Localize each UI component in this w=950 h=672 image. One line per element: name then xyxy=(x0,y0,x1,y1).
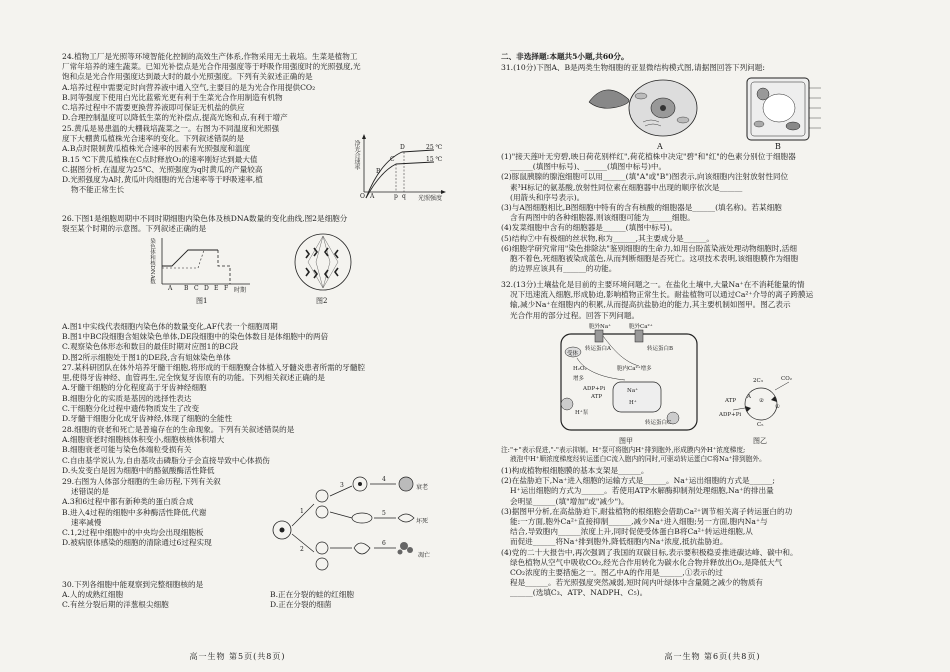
q30-option-a: A.人的成熟红细胞 xyxy=(62,590,124,600)
q29-label-2: 2 xyxy=(300,546,304,553)
q32a-label-increase: 增多 xyxy=(573,376,585,382)
q32a-label-receptor: 受体 xyxy=(567,351,579,357)
q29-option-d: D.被病原体感染的细胞的清除通过6过程实现 xyxy=(62,538,212,548)
q25-point-c: C xyxy=(390,156,395,163)
section-title: 二、非选择题:本题共5小题,共60分。 xyxy=(501,52,629,61)
q31-line-3: (2)豚鼠胰腺的腺泡细胞可以用______(填"A"或"B")图表示,向该细胞内注射放射性同位 xyxy=(501,172,789,182)
q32-line-10: 绿色植物从空气中吸收CO₂,经光合作用转化为碳水化合物并释放出O₂,是降低大气 xyxy=(510,557,783,567)
q29-option-b-cont: 速率减慢 xyxy=(71,517,102,527)
q26-fig1-caption: 图1 xyxy=(196,297,208,305)
q32b-label-c5: C₅ xyxy=(757,422,764,428)
q31-stem: 31.(10分)下图A、B是两类生物细胞的亚显微结构模式图,请据图回答下列问题: xyxy=(501,63,765,72)
q32a-label-transporter-b: 转运蛋白B xyxy=(647,346,674,352)
q29-label-5: 5 xyxy=(382,510,386,517)
q32-stem-2: 况下迅速流入细胞,形成胁迫,影响植物正常生长。耐盐植物可以通过Ca²⁺介导的离子跨膜运 xyxy=(510,290,814,300)
left-footer: 高一生物 第5页(共8页) xyxy=(189,652,286,661)
q25-xlabel: 光照强度 xyxy=(418,195,443,202)
q26-option-d: D.图2所示细胞处于图1的DE段,含有姐妹染色单体 xyxy=(62,352,231,362)
q31-line-12: 的边界应该具有______的功能。 xyxy=(510,264,617,274)
q32a-label-na-out: 胞外Na⁺ xyxy=(589,324,611,330)
q31-line-8: (4)发菜细胞中含有的细胞器是______(填图中标号)。 xyxy=(501,223,678,233)
q29-label-3: 3 xyxy=(340,482,344,489)
q27-option-d: D.牙髓干细胞分化成牙齿神经,体现了细胞的全能性 xyxy=(62,414,233,424)
q26-fig2-caption: 图2 xyxy=(316,297,328,305)
question-25 xyxy=(62,124,279,195)
q32a-label-transporter-c: 转运蛋白C xyxy=(645,420,672,426)
q32-line-13: ______(选填C₃、ATP、NADPH、C₅)。 xyxy=(510,588,648,598)
q31-figure-b xyxy=(733,74,833,151)
q26-fig1-tick-b: B xyxy=(184,285,189,292)
q29-option-a: A.3和6过程中都有新种类的蛋白质合成 xyxy=(62,497,194,507)
q29-label-6: 6 xyxy=(382,540,386,547)
q29-tag-necrosis: 坏死 xyxy=(416,518,429,525)
question-32-body xyxy=(501,466,798,599)
q31-line-7: 含有两图中的各种细胞器,则该细胞可能为______细胞。 xyxy=(510,213,695,223)
q32-line-12: 程是______。若光照强度突然减弱,短时间内叶绿体中含量随之减少的物质有 xyxy=(510,578,764,588)
q25-tick-o: O xyxy=(360,193,365,200)
q24-option-a: A.培养过程中需要定时向营养液中通入空气,主要目的是为光合作用提供CO₂ xyxy=(62,82,316,92)
q32b-label-adp: ADP+Pi xyxy=(719,412,742,418)
q24-option-b: B.同等强度下使用白光比蓝紫光更有利于生菜光合作用制造有机物 xyxy=(62,92,283,102)
q32a-label-h-pump: H⁺泵 xyxy=(575,410,589,416)
q25-ylabel: 净光合速率 xyxy=(353,140,360,170)
q27-option-c: C.干细胞分化过程中遗传物质发生了改变 xyxy=(62,403,200,413)
q24-option-c: C.培养过程中不需要更换营养液即可保证无机盐的供应 xyxy=(62,103,245,113)
q32b-label-co2: CO₂ xyxy=(781,376,792,382)
q32a-label-h2o2: H₂O₂ xyxy=(573,366,587,372)
q26-fig1-ylabel: 染色体和核DNA数 xyxy=(149,238,155,285)
q30-option-d: D.正在分裂的细菌 xyxy=(270,600,332,610)
right-footer: 高一生物 第6页(共8页) xyxy=(664,652,761,661)
q26-fig1-tick-e: E xyxy=(214,285,219,292)
q31-line-10: (6)细胞学研究常用"染色排除法"鉴别细胞的生命力,如用台盼蓝染液处理动物细胞时,活细 xyxy=(501,243,797,253)
q28-option-d: D.头发变白是因为细胞中的酪氨酸酶活性降低 xyxy=(62,465,215,475)
q25-series-15: 15 ℃ xyxy=(426,156,443,163)
q32-line-1: (1)构成植物根细胞膜的基本支架是______。 xyxy=(501,466,649,475)
question-28 xyxy=(62,425,294,476)
q32b-label-atp: ATP xyxy=(725,398,737,404)
q24-option-d: D.合理控制温度可以降低生菜的光补偿点,提高光饱和点,有利于增产 xyxy=(62,113,288,123)
q26-stem-1: 26.下图1是细胞周期中不同时期细胞内染色体及核DNA数量的变化曲线,图2是细胞分 xyxy=(62,214,348,223)
q31-line-11: 胞不着色,死细胞被染成蓝色,从而判断细胞是否死亡。这项技术表明,该细胞膜作为细胞 xyxy=(510,254,799,264)
q25-stem-1: 25.黄瓜是易患温的大棚栽培蔬菜之一。右图为不同温度和光照强 xyxy=(62,124,280,133)
q32a-label-ca-in: 胞内Ca²⁺增多 xyxy=(617,366,652,372)
q31-line-6: (3)与A图细胞相比,B图细胞中特有的含有核酸的细胞器是______(填名称)。若某细胞 xyxy=(501,203,782,213)
q26-fig1-tick-c: C xyxy=(194,285,199,292)
q25-point-b: B xyxy=(376,168,381,175)
q25-tick-q: q xyxy=(402,193,406,200)
q24-stem-2: 厂常年培养的速生蔬菜。已知光补偿点是光合作用强度等于呼吸作用强度时的光照强度,光 xyxy=(62,62,361,72)
q27-option-a: A.牙髓干细胞的分化程度高于牙齿神经细胞 xyxy=(62,383,207,393)
q32-line-7: 结合,导致胞内______浓度上升,同时促使受体蛋白B将Ca²⁺转运进细胞,从 xyxy=(510,527,753,537)
q32-line-9: (4)党的二十大报告中,再次强调了我国的双碳目标,表示要积极稳妥推进碳达峰、碳中和。 xyxy=(501,547,798,557)
q32b-label-2c3: 2C₃ xyxy=(753,378,763,384)
q32-note-2: 液泡中H⁺顺浓度梯度经转运蛋白C流入胞内的同时,可驱动转运蛋白C将Na⁺排到胞外。 xyxy=(510,455,766,463)
q32a-label-h: H⁺ xyxy=(629,400,637,406)
q30-option-c: C.有丝分裂后期的洋葱根尖细胞 xyxy=(62,600,169,610)
q32b-label-2: ② xyxy=(759,398,764,404)
q32-fig-b-caption: 图乙 xyxy=(753,437,767,445)
q31-cap-b: B xyxy=(775,142,781,151)
q29-label-4: 4 xyxy=(382,476,386,483)
right-page xyxy=(475,0,950,672)
q32-stem-1: 32.(13分)土壤盐化是目前的主要环境问题之一。在盐化土壤中,大量Na⁺在不消耗能量的情 xyxy=(501,280,805,289)
q31-cap-a: A xyxy=(657,142,663,151)
q28-option-a: A.细胞衰老时细胞核体积变小,细胞核核体积增大 xyxy=(62,435,225,445)
q25-option-a: A.B点时限制黄瓜植株光合速率的因素有光照强度和温度 xyxy=(62,144,251,154)
q26-fig1-xlabel: 时期 xyxy=(234,287,247,294)
q29-stem-1: 29.右图为人体部分细胞的生命历程,下列有关叙 xyxy=(62,477,221,486)
q25-option-c: C.据图分析,在温度为25℃、光照强度为q时黄瓜的产量较高 xyxy=(62,164,263,174)
q27-stem-2: 里,使得牙齿神经、血管再生,完全恢复牙齿原有的功能。下列相关叙述正确的是 xyxy=(62,373,326,383)
q32-figure-b xyxy=(719,374,799,445)
q25-option-d-cont: 物不能正常生长 xyxy=(71,185,125,195)
q26-fig1-tick-d: D xyxy=(204,285,209,292)
q32a-label-ca-out: 胞外Ca²⁺ xyxy=(629,324,653,330)
q26-fig1-tick-a: A xyxy=(168,285,173,292)
q32-stem-3: 输,减少Na⁺在细胞内的积累,从而提高抗盐胁迫的能力,其主要机制如图甲。图乙表示 xyxy=(510,300,791,310)
q32-line-8: 而促进______将Na⁺排到胞外,降低细胞内Na⁺浓度,抵抗盐胁迫。 xyxy=(510,537,728,547)
q25-stem-2: 度下大棚黄瓜植株光合速率的变化。下列叙述错误的是 xyxy=(62,134,245,144)
q25-chart xyxy=(352,132,447,202)
q31-figure-a xyxy=(583,76,701,151)
q26-option-b: B.图1中BC段细胞含姐妹染色单体,DE段细胞中的染色体数目是体细胞中的两倍 xyxy=(62,332,329,342)
q24-stem-1: 24.植物工厂是光照等环境智能化控制的高效生产体系,作物采用无土栽培。生菜是植物工 xyxy=(62,52,358,61)
q32-line-2: (2)在盐胁迫下,Na⁺进入细胞的运输方式是______。Na⁺运出细胞的方式是______; xyxy=(501,476,775,486)
q32b-label-1: ① xyxy=(775,404,780,410)
q25-series-25: 25 ℃ xyxy=(426,144,443,151)
q25-option-d: D.光照强度为A时,黄瓜叶肉细胞的光合速率等于呼吸速率,植 xyxy=(62,175,263,185)
q30-stem: 30.下列各细胞中能观察到完整细胞核的是 xyxy=(62,580,204,589)
q27-option-b: B.细胞分化的实质是基因的选择性表达 xyxy=(62,393,192,403)
q24-stem-3: 饱和点是光合作用强度达到最大时的最小光照强度。下列有关叙述正确的是 xyxy=(62,72,313,82)
q32a-label-transporter-a: 转运蛋白A xyxy=(585,346,611,352)
q28-stem: 28.细胞的衰老和死亡是普遍存在的生命现象。下列有关叙述错误的是 xyxy=(62,425,295,434)
question-30 xyxy=(62,580,354,611)
q25-tick-a: A xyxy=(370,193,375,200)
q26-fig1-tick-f: F xyxy=(224,285,229,292)
question-29 xyxy=(62,477,221,548)
q29-label-1: 1 xyxy=(300,508,304,515)
q25-option-b: B.15 ℃下黄瓜植株在C点时释放O₂的速率刚好达到最大值 xyxy=(62,154,258,164)
q29-stem-2: 述错误的是 xyxy=(71,487,109,497)
q31-line-4: 素³H标记的氨基酸,放射性同位素在细胞器中出现的顺序依次是______ xyxy=(510,182,743,192)
q25-tick-p: p xyxy=(394,193,398,200)
q31-line-5: (用箭头和序号表示)。 xyxy=(510,192,585,202)
q26-option-a: A.图1中实线代表细胞内染色体的数量变化,AF代表一个细胞周期 xyxy=(62,322,278,331)
q32a-label-na: Na⁺ xyxy=(627,388,638,394)
q32b-label-a: A xyxy=(747,394,751,400)
question-26-options xyxy=(62,322,328,363)
question-32-stem xyxy=(501,280,813,321)
q31-line-1: (1)"接天莲叶无穷碧,映日荷花别样红",荷花植株中决定"碧"和"红"的色素分别位于细胞器 xyxy=(501,152,796,161)
q29-tag-aging: 衰老 xyxy=(416,484,429,491)
q32-line-4: 会明显______(填"增加"或"减少")。 xyxy=(510,496,629,506)
q31-line-2: ______(填图中标号)、______(填图中标号)中。 xyxy=(510,162,667,172)
q32-figure-a xyxy=(555,322,703,445)
q32-line-3: H⁺运出细胞的方式为______。若使用ATP水解酶抑制剂处理细胞,Na⁺的排出量 xyxy=(510,486,774,496)
q32-line-6: 能:一方面,胞外Ca²⁺直接抑制______,减少Na⁺进入细胞;另一方面,胞内Na⁺与 xyxy=(510,517,768,527)
q29-option-c: C.1,2过程中细胞中的中央均会出现细胞板 xyxy=(62,528,204,538)
q28-option-b: B.细胞衰老可能与染色体端粒受损有关 xyxy=(62,445,192,455)
q32-fig-a-caption: 图甲 xyxy=(619,437,633,445)
question-24 xyxy=(62,52,361,123)
q26-figure-2 xyxy=(292,232,354,305)
q26-option-c: C.观察染色体形态和数目的最佳时期对应图1的BC段 xyxy=(62,342,239,352)
q31-line-9: (5)结构⑦中有极细的丝状物,称为______,其主要成分是______。 xyxy=(501,233,715,243)
q32a-label-adp: ADP+Pi xyxy=(583,386,606,392)
q25-point-d: D xyxy=(400,144,405,151)
q32-stem-4: 光合作用的部分过程。回答下列问题。 xyxy=(510,310,640,320)
q29-tag-apoptosis: 凋亡 xyxy=(418,552,431,559)
q32-line-11: CO₂浓度的主要措施之一。图乙中A的作用是______,①表示的过 xyxy=(510,568,723,578)
q29-diagram xyxy=(270,468,440,580)
q32a-label-atp: ATP xyxy=(591,394,603,400)
question-31-body xyxy=(501,152,798,274)
question-27 xyxy=(62,363,365,424)
q28-option-c: C.自由基学说认为,自由基攻击磷脂分子会直接导致中心体损伤 xyxy=(62,455,270,465)
q29-option-b: B.进入4过程的细胞中多种酶活性降低,代谢 xyxy=(62,507,207,517)
q30-option-b: B.正在分裂的蛙的红细胞 xyxy=(270,590,354,600)
q32-line-5: (3)据图甲分析,在高盐胁迫下,耐盐植物的根细胞会借助Ca²⁺调节相关离子转运蛋白的功 xyxy=(501,506,793,516)
q27-stem-1: 27.某科研团队在体外培养牙髓干细胞,将形成的干细胞聚合体植入牙髓炎患者所需的牙髓腔 xyxy=(62,363,366,372)
q32-note xyxy=(501,446,766,464)
q26-stem-2: 裂至某个时期的示意图。下列叙述正确的是 xyxy=(62,224,207,234)
q32-note-1: 注:"+"表示促进,"-"表示抑制。H⁺泵可将胞内H⁺排到胞外,形成膜内外H⁺浓度梯度; xyxy=(501,446,746,454)
q26-figure-1 xyxy=(148,236,258,305)
